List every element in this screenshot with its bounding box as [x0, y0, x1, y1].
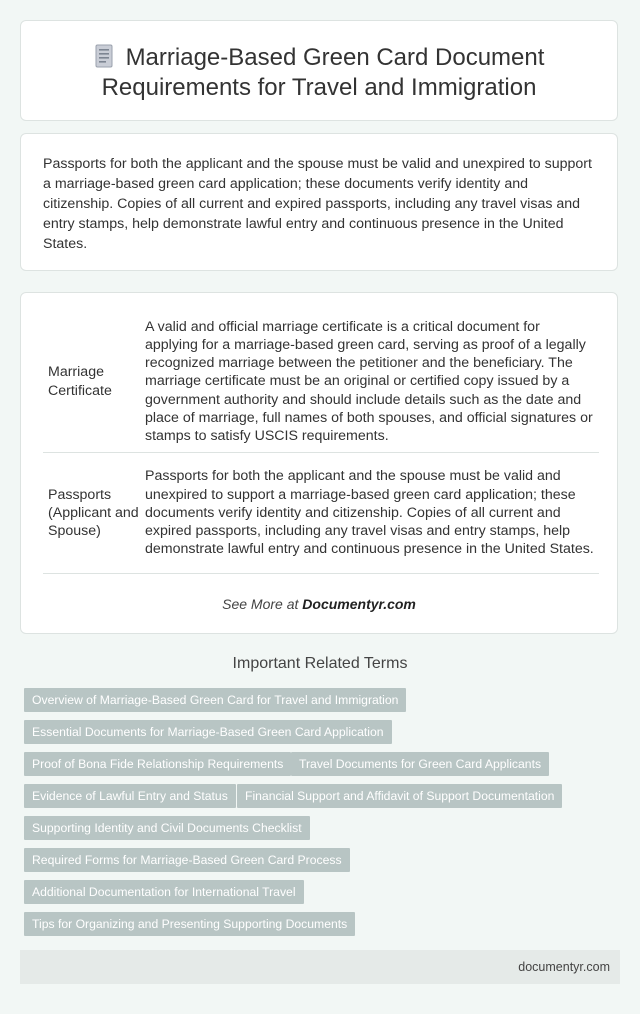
related-tag[interactable]: Tips for Organizing and Presenting Supporting Documents — [24, 912, 355, 936]
row-term: Passports (Applicant and Spouse) — [43, 453, 145, 574]
related-tag[interactable]: Required Forms for Marriage-Based Green Card Process — [24, 848, 350, 872]
footer — [20, 950, 620, 984]
row-term: Marriage Certificate — [43, 311, 145, 453]
intro-text: Passports for both the applicant and the spouse must be valid and unexpired to support a marriage-based green card application; these documents verify identity and citizenship. Copies of all current and expired passports, including any travel visas and entry stamps, help demonstrate lawful entry and continuous presence in the United States. — [43, 156, 592, 252]
document-table-card — [20, 292, 618, 634]
related-tag[interactable]: Financial Support and Affidavit of Support Documentation — [237, 784, 562, 808]
row-description: Passports for both the applicant and the spouse must be valid and unexpired to support a marriage-based green card application; these documents verify identity and citizenship. Copies of all current and expired passports, including any travel visas and entry stamps, help demonstrate lawful entry and continuous presence in the United States. — [145, 453, 599, 574]
related-tag[interactable]: Overview of Marriage-Based Green Card for Travel and Immigration — [24, 688, 406, 712]
related-tag[interactable]: Proof of Bona Fide Relationship Requirements — [24, 752, 291, 776]
document-table — [43, 311, 599, 574]
table-row — [43, 311, 599, 453]
related-terms-heading: Important Related Terms — [232, 655, 408, 672]
title-card — [20, 20, 618, 121]
related-tag[interactable]: Additional Documentation for International Travel — [24, 880, 304, 904]
page-title — [21, 21, 617, 103]
intro-card — [20, 133, 618, 271]
related-tag[interactable]: Evidence of Lawful Entry and Status — [24, 784, 236, 808]
page-title-text: Marriage-Based Green Card Document Requirements for Travel and Immigration — [101, 44, 545, 101]
related-tag[interactable]: Supporting Identity and Civil Documents Checklist — [24, 816, 310, 840]
footer-site[interactable]: documentyr.com — [518, 960, 610, 974]
document-icon — [94, 44, 114, 68]
related-tag[interactable]: Travel Documents for Green Card Applicants — [291, 752, 549, 776]
see-more-site: Documentyr.com — [302, 596, 416, 612]
row-description: A valid and official marriage certificate is a critical document for applying for a marriage-based green card, serving as proof of a legally recognized marriage between the petitioner and the beneficiary. The marriage certificate must be an original or certified copy issued by a government authority and should include details such as the date and place of marriage, full names of both spouses, and official signatures or stamps to satisfy USCIS requirements. — [145, 311, 599, 453]
see-more-prefix: See More at — [222, 596, 303, 612]
table-row — [43, 453, 599, 574]
related-tag[interactable]: Essential Documents for Marriage-Based Green Card Application — [24, 720, 392, 744]
see-more-link[interactable] — [21, 596, 617, 612]
